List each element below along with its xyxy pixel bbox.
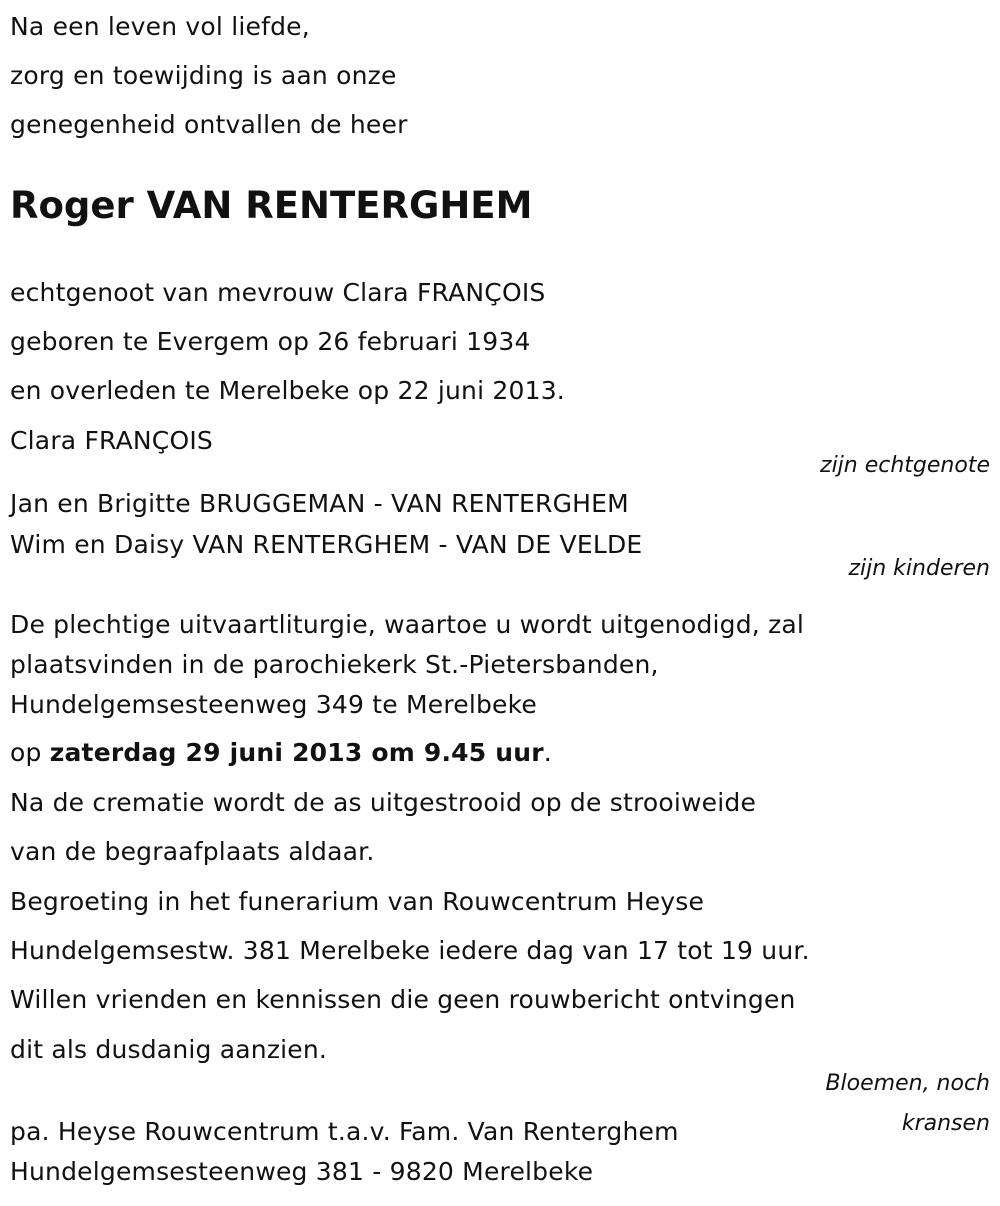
info-line-1: Na de crematie wordt de as uitgestrooid op de strooiweide xyxy=(10,788,757,817)
spouse-role: zijn echtgenote xyxy=(820,453,990,478)
ceremony-date-line xyxy=(10,738,552,768)
detail-death-line: en overleden te Merelbeke op 22 juni 2013. xyxy=(10,376,565,405)
child-family-2: Wim en Daisy VAN RENTERGHEM - VAN DE VELDE xyxy=(10,530,643,559)
ceremony-line-1: De plechtige uitvaartliturgie, waartoe u wordt uitgenodigd, zal xyxy=(10,610,805,639)
address-line-2: Hundelgemsesteenweg 381 - 9820 Merelbeke xyxy=(10,1157,594,1186)
info-line-6: dit als dusdanig aanzien. xyxy=(10,1035,328,1064)
detail-birth-line: geboren te Evergem op 26 februari 1934 xyxy=(10,327,531,356)
intro-line-2: zorg en toewijding is aan onze xyxy=(10,61,397,90)
info-line-5: Willen vrienden en kennissen die geen rouwbericht ontvingen xyxy=(10,985,796,1014)
flowers-note-line-1: Bloemen, noch xyxy=(825,1071,990,1096)
children-role: zijn kinderen xyxy=(848,556,990,581)
info-line-3: Begroeting in het funerarium van Rouwcentrum Heyse xyxy=(10,887,705,916)
ceremony-date: zaterdag 29 juni 2013 om 9.45 uur xyxy=(49,738,544,767)
ceremony-line-3: Hundelgemsesteenweg 349 te Merelbeke xyxy=(10,690,537,719)
child-family-1: Jan en Brigitte BRUGGEMAN - VAN RENTERGHEM xyxy=(10,489,629,518)
intro-line-1: Na een leven vol liefde, xyxy=(10,12,310,41)
info-line-2: van de begraafplaats aldaar. xyxy=(10,837,375,866)
info-line-4: Hundelgemsestw. 381 Merelbeke iedere dag van 17 tot 19 uur. xyxy=(10,936,810,965)
deceased-name: Roger VAN RENTERGHEM xyxy=(10,184,533,227)
intro-line-3: genegenheid ontvallen de heer xyxy=(10,110,408,139)
spouse-name: Clara FRANÇOIS xyxy=(10,426,213,455)
ceremony-date-prefix: op xyxy=(10,738,50,767)
address-line-1: pa. Heyse Rouwcentrum t.a.v. Fam. Van Renterghem xyxy=(10,1117,679,1146)
ceremony-line-2: plaatsvinden in de parochiekerk St.-Pietersbanden, xyxy=(10,650,659,679)
flowers-note-line-2: kransen xyxy=(901,1111,990,1136)
ceremony-date-suffix: . xyxy=(543,738,552,767)
detail-spouse-line: echtgenoot van mevrouw Clara FRANÇOIS xyxy=(10,278,546,307)
